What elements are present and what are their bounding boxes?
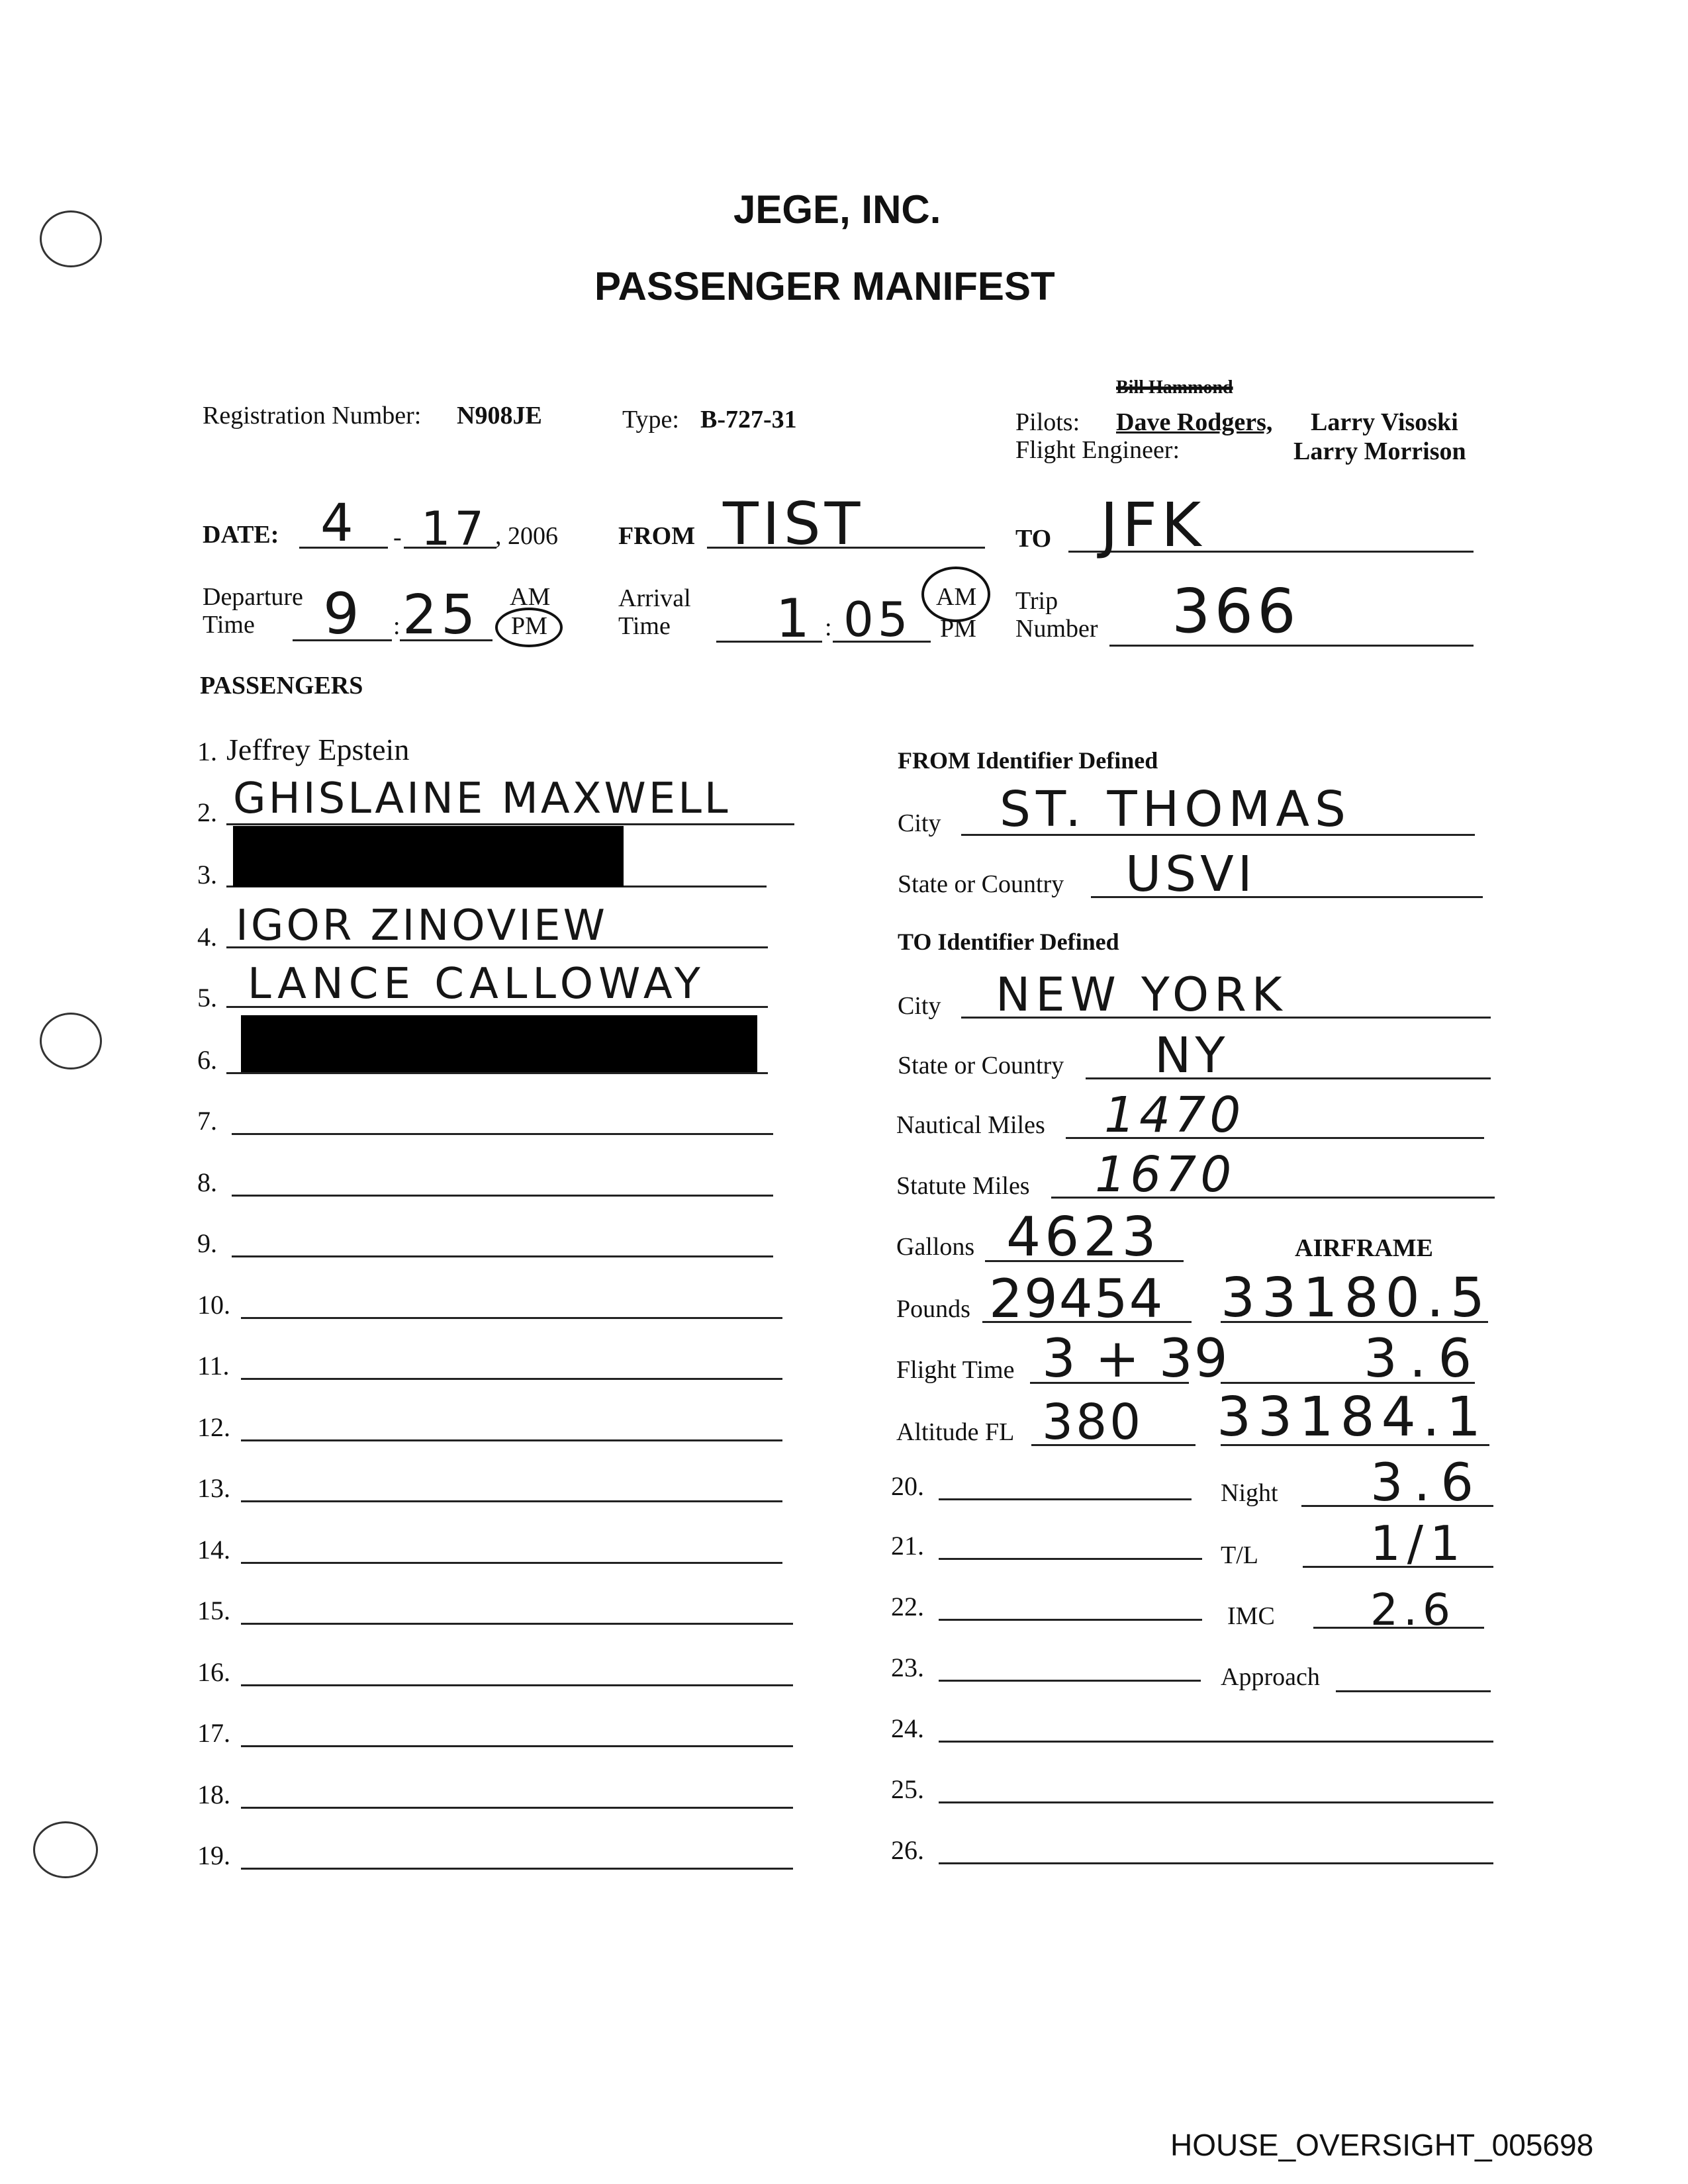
- numbered-row-label: 23.: [891, 1653, 924, 1682]
- passenger-number: 5.: [197, 983, 217, 1013]
- departure-colon: :: [393, 612, 400, 640]
- departure-am: AM: [510, 583, 551, 611]
- gallons-label: Gallons: [896, 1233, 975, 1261]
- date-day: 17: [421, 502, 489, 556]
- departure-label-1: Departure: [203, 583, 303, 611]
- numbered-row-label: 24.: [891, 1713, 924, 1743]
- passenger-line: [241, 1500, 782, 1502]
- numbered-row-label: 25.: [891, 1774, 924, 1804]
- arrival-label-2: Time: [618, 612, 671, 640]
- registration-value: N908JE: [457, 402, 542, 430]
- to-identifier-heading: TO Identifier Defined: [898, 929, 1119, 955]
- pounds-label: Pounds: [896, 1295, 970, 1323]
- passenger-line: [241, 1562, 782, 1564]
- passenger-number: 10.: [197, 1289, 230, 1320]
- from-value: TIST: [723, 490, 865, 558]
- passenger-number: 11.: [197, 1351, 230, 1381]
- numbered-row-line: [939, 1862, 1493, 1864]
- passenger-name: Jeffrey Epstein: [226, 733, 410, 766]
- numbered-row-line: [939, 1801, 1493, 1803]
- date-separator: -: [393, 523, 402, 551]
- date-label: DATE:: [203, 521, 279, 549]
- arrival-pm: PM: [940, 615, 976, 643]
- departure-label-2: Time: [203, 611, 255, 639]
- from-state-label: State or Country: [898, 870, 1064, 898]
- airframe-end-value: 33184.1: [1217, 1386, 1488, 1449]
- punch-hole-top: [40, 210, 102, 267]
- departure-pm-circle: [495, 608, 563, 647]
- arrival-label-1: Arrival: [618, 584, 691, 612]
- numbered-row-line: [939, 1619, 1202, 1621]
- flight-time-value: 3 + 39: [1042, 1328, 1229, 1389]
- passenger-line: [241, 1745, 793, 1747]
- type-label: Type:: [622, 406, 679, 433]
- punch-hole-middle: [40, 1013, 102, 1069]
- passenger-line: [241, 1807, 793, 1809]
- passenger-line: [241, 1378, 782, 1380]
- passenger-name: GHISLAINE MAXWELL: [233, 774, 731, 823]
- passenger-line: [232, 1195, 773, 1197]
- statute-miles-label: Statute Miles: [896, 1172, 1030, 1200]
- date-month: 4: [320, 494, 357, 553]
- passenger-number: 9.: [197, 1228, 217, 1258]
- pounds-value: 29454: [989, 1268, 1164, 1330]
- to-state-line: [1086, 1077, 1491, 1079]
- to-city-label: City: [898, 992, 941, 1020]
- passenger-number: 19.: [197, 1841, 230, 1870]
- departure-hour: 9: [323, 581, 363, 647]
- from-city-value: ST. THOMAS: [1000, 781, 1351, 838]
- to-city-value: NEW YORK: [996, 968, 1288, 1022]
- numbered-row-line: [939, 1498, 1192, 1500]
- passenger-number: 17.: [197, 1718, 230, 1748]
- trip-label-1: Trip: [1015, 587, 1058, 615]
- airframe-start-value: 33180.5: [1221, 1267, 1492, 1330]
- to-value: JFK: [1100, 490, 1205, 561]
- to-state-label: State or Country: [898, 1052, 1064, 1079]
- registration-label: Registration Number:: [203, 402, 422, 430]
- passenger-number: 15.: [197, 1596, 230, 1625]
- passenger-line: [241, 1868, 793, 1870]
- night-label: Night: [1221, 1479, 1278, 1507]
- passenger-number: 8.: [197, 1167, 217, 1197]
- from-state-value: USVI: [1125, 846, 1256, 903]
- passenger-line: [226, 823, 794, 825]
- passenger-number: 18.: [197, 1779, 230, 1809]
- passenger-number: 4.: [197, 922, 217, 952]
- approach-line: [1336, 1690, 1491, 1692]
- date-year: , 2006: [495, 522, 558, 550]
- numbered-row-label: 20.: [891, 1471, 924, 1501]
- passenger-name: IGOR ZINOVIEW: [236, 901, 608, 950]
- trip-label-2: Number: [1015, 615, 1098, 643]
- pilots-label: Pilots:: [1015, 408, 1080, 436]
- passenger-number: 2.: [197, 797, 217, 827]
- pilot-one: Dave Rodgers,: [1116, 408, 1273, 436]
- passenger-number: 3.: [197, 860, 217, 889]
- nautical-miles-value: 1470: [1104, 1087, 1245, 1144]
- passenger-number: 1.: [197, 737, 217, 766]
- bates-number: HOUSE_OVERSIGHT_005698: [1170, 2128, 1594, 2162]
- passenger-name: LANCE CALLOWAY: [248, 960, 706, 1009]
- arrival-minutes: 05: [843, 592, 912, 647]
- passenger-line: [226, 1072, 768, 1074]
- numbered-row-line: [939, 1741, 1493, 1743]
- imc-value: 2.6: [1370, 1584, 1456, 1635]
- passenger-line: [232, 1133, 773, 1135]
- form-title: PASSENGER MANIFEST: [594, 264, 1055, 308]
- passenger-number: 13.: [197, 1473, 230, 1503]
- passenger-line: [241, 1684, 793, 1686]
- night-value: 3.6: [1370, 1453, 1485, 1513]
- flight-engineer-value: Larry Morrison: [1293, 437, 1466, 465]
- altitude-label: Altitude FL: [896, 1418, 1015, 1446]
- passenger-line: [232, 1255, 773, 1257]
- to-state-value: NY: [1154, 1027, 1229, 1084]
- punch-hole-bottom: [33, 1821, 98, 1878]
- passenger-number: 6.: [197, 1045, 217, 1075]
- to-label: TO: [1015, 525, 1052, 553]
- company-name: JEGE, INC.: [733, 187, 941, 232]
- statute-miles-value: 1670: [1095, 1146, 1236, 1203]
- tl-label: T/L: [1221, 1541, 1258, 1569]
- passenger-number: 12.: [197, 1412, 230, 1442]
- numbered-row-line: [939, 1558, 1202, 1560]
- departure-pm: PM: [511, 612, 547, 640]
- from-city-label: City: [898, 809, 941, 837]
- numbered-row-line: [939, 1680, 1201, 1682]
- tl-value: 1/1: [1370, 1516, 1467, 1571]
- numbered-row-label: 26.: [891, 1835, 924, 1865]
- passenger-number: 7.: [197, 1106, 217, 1136]
- pilot-struck: Bill Hammond: [1116, 377, 1233, 398]
- airframe-time-value: 3.6: [1364, 1328, 1484, 1389]
- passenger-number: 14.: [197, 1534, 230, 1565]
- departure-minutes: 25: [402, 584, 480, 647]
- approach-label: Approach: [1221, 1663, 1320, 1691]
- pilot-two: Larry Visoski: [1311, 408, 1458, 436]
- from-label: FROM: [618, 522, 696, 550]
- trip-number: 366: [1172, 576, 1300, 647]
- redaction-box: [241, 1015, 757, 1072]
- arrival-colon: :: [825, 614, 832, 641]
- passenger-line: [241, 1623, 793, 1625]
- nautical-miles-label: Nautical Miles: [896, 1111, 1045, 1139]
- airframe-heading: AIRFRAME: [1295, 1234, 1433, 1262]
- from-identifier-heading: FROM Identifier Defined: [898, 747, 1158, 774]
- altitude-value: 380: [1042, 1394, 1144, 1451]
- numbered-row-label: 22.: [891, 1592, 924, 1621]
- type-value: B-727-31: [700, 406, 797, 433]
- passenger-number: 16.: [197, 1657, 230, 1687]
- numbered-row-label: 21.: [891, 1531, 924, 1561]
- redaction-box: [233, 826, 624, 887]
- flight-engineer-label: Flight Engineer:: [1015, 436, 1180, 464]
- gallons-value: 4623: [1006, 1206, 1160, 1269]
- passenger-line: [241, 1439, 782, 1441]
- passengers-heading: PASSENGERS: [200, 672, 363, 700]
- arrival-hour: 1: [776, 588, 814, 649]
- flight-time-label: Flight Time: [896, 1356, 1015, 1384]
- passenger-line: [241, 1317, 782, 1319]
- arrival-am: AM: [936, 583, 977, 611]
- imc-label: IMC: [1227, 1602, 1275, 1630]
